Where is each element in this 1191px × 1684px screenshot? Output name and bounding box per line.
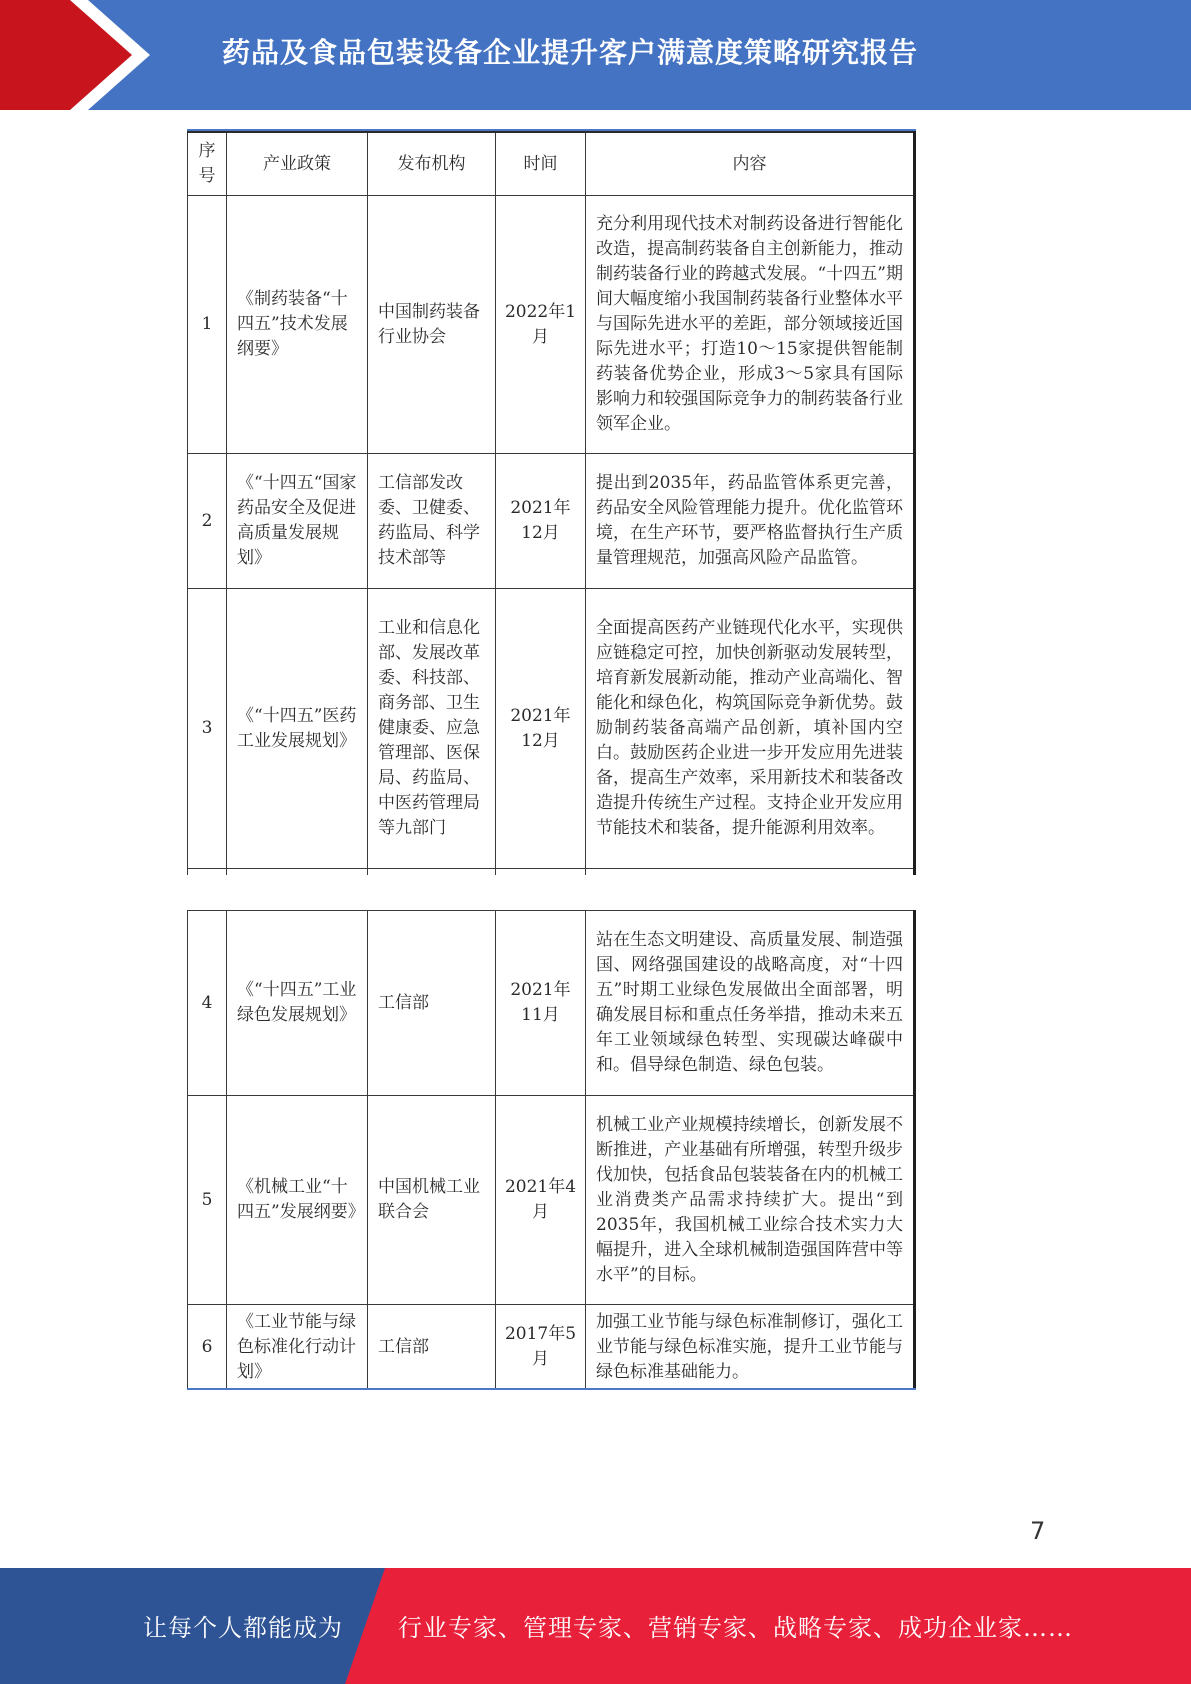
table-header-row (188, 132, 915, 196)
row-policy: 《机械工业“十四五”发展纲要》 (227, 1096, 368, 1305)
header-time: 时间 (496, 132, 586, 196)
header-bar (0, 0, 1191, 110)
table-row (188, 1096, 915, 1305)
policy-table-part-1 (187, 131, 916, 875)
row-policy: 《工业节能与绿色标准化行动计划》 (227, 1305, 368, 1390)
policy-table-part-2 (187, 910, 916, 1390)
footer-bar (0, 1568, 1191, 1684)
table-break-stub (188, 869, 915, 876)
header-content: 内容 (586, 132, 915, 196)
row-org: 工信部 (368, 911, 496, 1096)
row-content: 加强工业节能与绿色标准制修订，强化工业节能与绿色标准实施，提升工业节能与绿色标准基础能力。 (586, 1305, 915, 1390)
table-row (188, 454, 915, 589)
table-row (188, 196, 915, 454)
report-title: 药品及食品包装设备企业提升客户满意度策略研究报告 (222, 36, 919, 69)
table-row (188, 589, 915, 869)
row-content: 提出到2035年，药品监管体系更完善，药品安全风险管理能力提升。优化监管环境，在生产环节，要严格监督执行生产质量管理规范，加强高风险产品监管。 (586, 454, 915, 589)
row-org: 中国制药装备行业协会 (368, 196, 496, 454)
row-content: 站在生态文明建设、高质量发展、制造强国、网络强国建设的战略高度，对“十四五”时期工业绿色发展做出全面部署，明确发展目标和重点任务举措，推动未来五年工业领域绿色转型、实现碳达峰碳中和。倡导绿色制造、绿色包装。 (586, 911, 915, 1096)
row-content: 全面提高医药产业链现代化水平，实现供应链稳定可控，加快创新驱动发展转型，培育新发展新动能，推动产业高端化、智能化和绿色化，构筑国际竞争新优势。鼓励制药装备高端产品创新，填补国内空白。鼓励医药企业进一步开发应用先进装备，提高生产效率，采用新技术和装备改造提升传统生产过程。支持企业开发应用节能技术和装备，提升能源利用效率。 (586, 589, 915, 869)
row-time: 2021年12月 (496, 454, 586, 589)
row-policy: 《“十四五“国家药品安全及促进高质量发展规划》 (227, 454, 368, 589)
row-content: 充分利用现代技术对制药设备进行智能化改造，提高制药装备自主创新能力，推动制药装备行业的跨越式发展。“十四五”期间大幅度缩小我国制药装备行业整体水平与国际先进水平的差距，部分领域接近国际先进水平；打造10～15家提供智能制药装备优势企业，形成3～5家具有国际影响力和较强国际竞争力的制药装备行业领军企业。 (586, 196, 915, 454)
row-time: 2017年5月 (496, 1305, 586, 1390)
header-red-chevron-icon (0, 0, 150, 110)
row-time: 2021年12月 (496, 589, 586, 869)
row-org: 工信部发改委、卫健委、药监局、科学技术部等 (368, 454, 496, 589)
row-no: 4 (188, 911, 227, 1096)
row-no: 1 (188, 196, 227, 454)
row-org: 工业和信息化部、发展改革委、科技部、商务部、卫生健康委、应急管理部、医保局、药监局、中医药管理局等九部门 (368, 589, 496, 869)
header-org: 发布机构 (368, 132, 496, 196)
row-no: 2 (188, 454, 227, 589)
table-row (188, 1305, 915, 1390)
footer-slogan-left: 让每个人都能成为 (143, 1614, 343, 1642)
row-policy: 《“十四五”医药工业发展规划》 (227, 589, 368, 869)
row-time: 2022年1月 (496, 196, 586, 454)
row-content: 机械工业产业规模持续增长，创新发展不断推进，产业基础有所增强，转型升级步伐加快，包括食品包装装备在内的机械工业消费类产品需求持续扩大。提出“到2035年，我国机械工业综合技术实力大幅提升，进入全球机械制造强国阵营中等水平”的目标。 (586, 1096, 915, 1305)
footer-slogan-right: 行业专家、管理专家、营销专家、战略专家、成功企业家…… (398, 1614, 1073, 1642)
row-policy: 《制药装备“十四五”技术发展纲要》 (227, 196, 368, 454)
row-no: 3 (188, 589, 227, 869)
header-no: 序号 (188, 132, 227, 196)
row-policy: 《“十四五”工业绿色发展规划》 (227, 911, 368, 1096)
page-number: 7 (1030, 1517, 1046, 1545)
table-row (188, 911, 915, 1096)
row-org: 工信部 (368, 1305, 496, 1390)
row-org: 中国机械工业联合会 (368, 1096, 496, 1305)
table-bottom-rule (187, 1388, 916, 1390)
row-time: 2021年4月 (496, 1096, 586, 1305)
header-policy: 产业政策 (227, 132, 368, 196)
row-no: 5 (188, 1096, 227, 1305)
row-no: 6 (188, 1305, 227, 1390)
row-time: 2021年11月 (496, 911, 586, 1096)
